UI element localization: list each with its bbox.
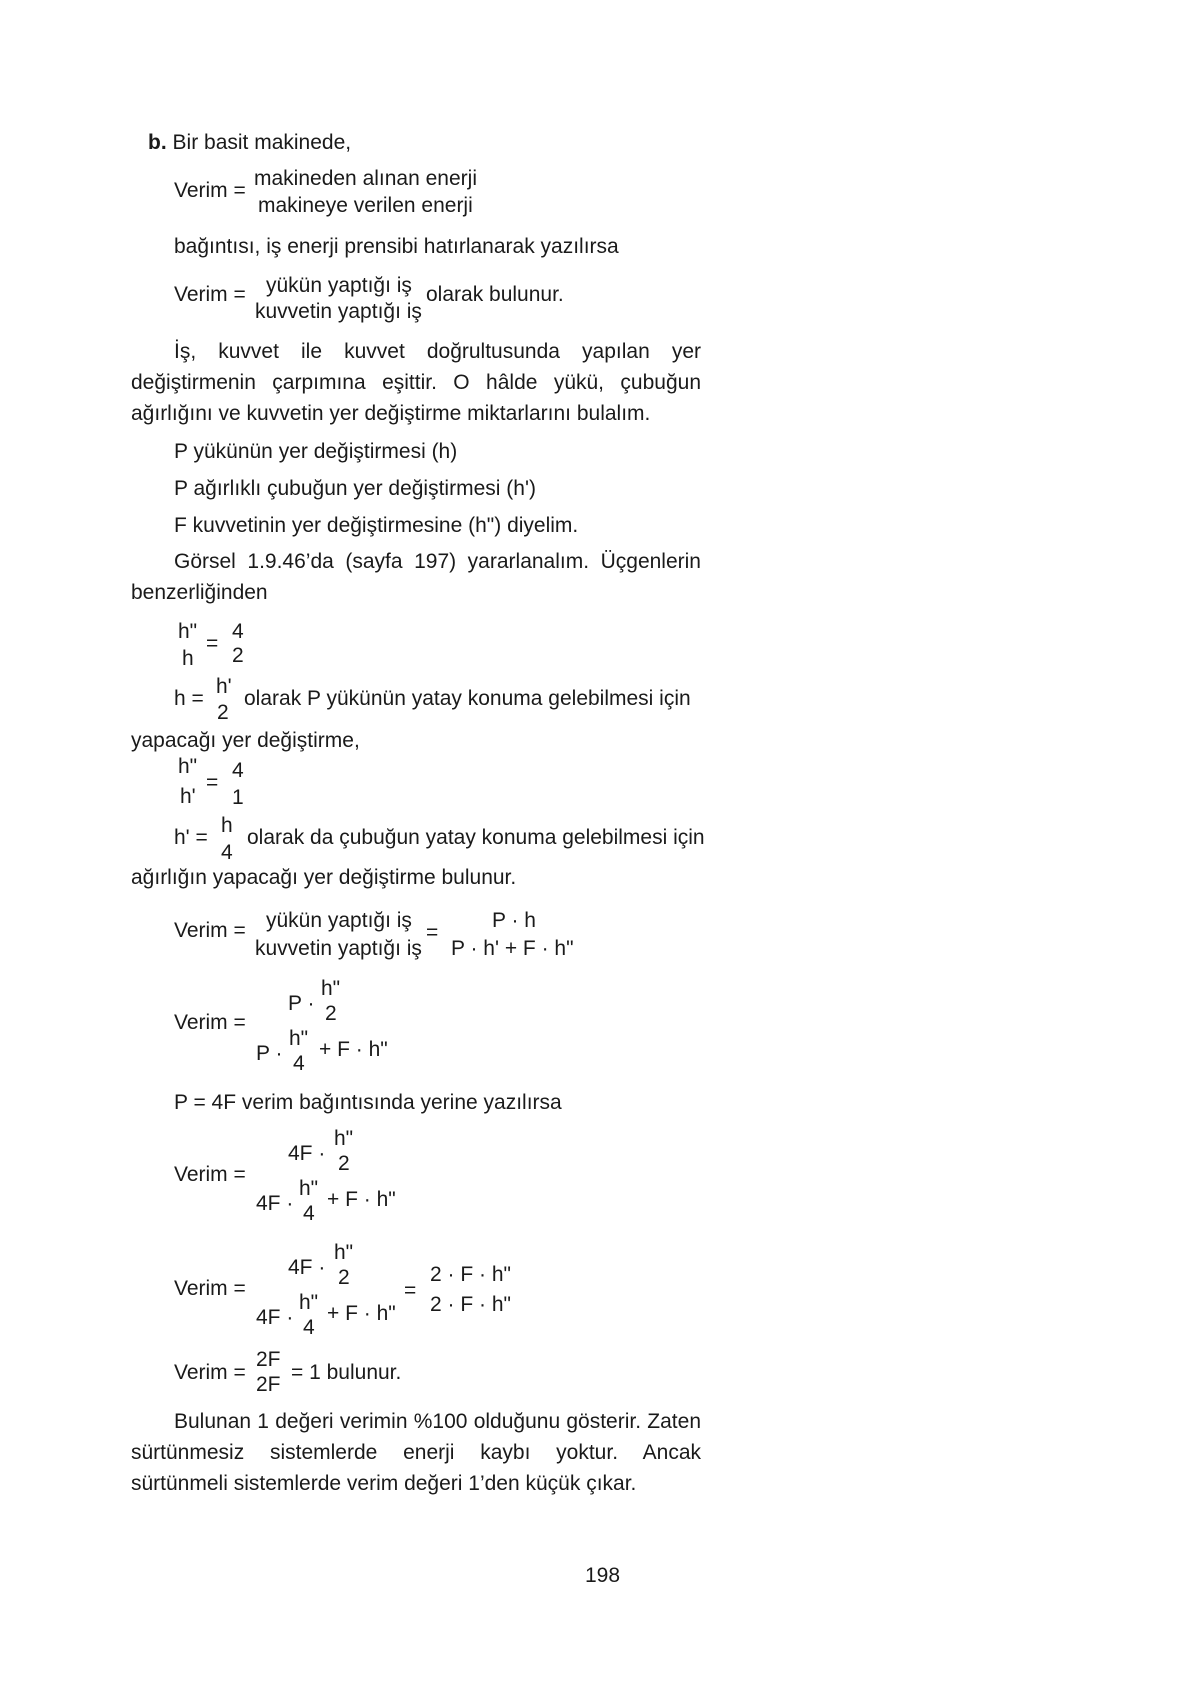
eq-term: h" <box>299 1177 319 1200</box>
eq-term: + F · h" <box>327 1302 396 1325</box>
ratio-num: 4 <box>232 620 244 643</box>
ratio-num: h" <box>178 755 198 778</box>
equals: = <box>426 921 439 944</box>
eq-term: 4F · <box>256 1192 294 1215</box>
eq-denominator: P · h' + F · h" <box>451 937 574 960</box>
eq-term: 4 <box>303 1202 315 1225</box>
eq-denominator: kuvvetin yaptığı iş <box>255 300 422 323</box>
ratio-num: 4 <box>232 759 244 782</box>
intro-text: Bir basit makinede, <box>172 131 352 154</box>
eq-numerator: 2 · F · h" <box>430 1263 511 1286</box>
eq-numerator: makineden alınan enerji <box>254 167 477 190</box>
text-line: bağıntısı, iş enerji prensibi hatırlanarak yazılırsa <box>174 235 619 258</box>
equals: = <box>206 632 219 655</box>
ratio-num: h" <box>178 620 198 643</box>
eq-term: P · <box>256 1042 283 1065</box>
item-label: b. <box>148 131 167 154</box>
text-line: yapacağı yer değiştirme, <box>131 729 360 752</box>
eq-lhs: Verim = <box>174 283 246 306</box>
eq-term: + F · h" <box>327 1188 396 1211</box>
eq-tail: olarak P yükünün yatay konuma gelebilmesi için <box>244 687 691 710</box>
eq-term: 2 <box>338 1266 350 1289</box>
eq-numerator: h' <box>216 675 232 698</box>
eq-lhs: h' = <box>174 826 208 849</box>
list-item: P yükünün yer değiştirmesi (h) <box>174 440 458 463</box>
list-item: F kuvvetinin yer değiştirmesine (h") diyelim. <box>174 514 579 537</box>
eq-lhs: Verim = <box>174 1277 246 1300</box>
eq-lhs: Verim = <box>174 1361 246 1384</box>
ratio-den: h <box>182 647 194 670</box>
eq-term: 4 <box>303 1316 315 1339</box>
eq-lhs: Verim = <box>174 179 246 202</box>
ratio-den: 1 <box>232 786 244 809</box>
list-item: P ağırlıklı çubuğun yer değiştirmesi (h') <box>174 477 536 500</box>
equals: = <box>404 1279 417 1302</box>
eq-term: h" <box>334 1241 354 1264</box>
eq-term: P · <box>288 992 315 1015</box>
eq-numerator: P · h <box>492 909 536 932</box>
eq-denominator: 2 · F · h" <box>430 1293 511 1316</box>
eq-term: 4 <box>293 1052 305 1075</box>
text-line: ağırlığın yapacağı yer değiştirme bulunur. <box>131 866 517 889</box>
eq-lhs: Verim = <box>174 919 246 942</box>
eq-lhs: Verim = <box>174 1011 246 1034</box>
eq-lhs: Verim = <box>174 1163 246 1186</box>
eq-lhs: h = <box>174 687 204 710</box>
equals: = <box>206 771 219 794</box>
ratio-den: h' <box>180 785 196 808</box>
eq-term: h" <box>321 977 341 1000</box>
eq-term: h" <box>289 1027 309 1050</box>
eq-term: h" <box>334 1127 354 1150</box>
eq-numerator: 2F <box>256 1348 281 1371</box>
paragraph: Bulunan 1 değeri verimin %100 olduğunu gösterir. Zaten sürtünmesiz sistemlerde enerji kaybı yoktur. Ancak sürtünmeli sistemlerde verim değeri 1’den küçük çıkar. <box>131 1410 701 1495</box>
eq-denominator: kuvvetin yaptığı iş <box>255 937 422 960</box>
eq-term: 4F · <box>256 1306 294 1329</box>
ratio-den: 2 <box>232 644 244 667</box>
eq-denominator: 2F <box>256 1373 281 1396</box>
paragraph: İş, kuvvet ile kuvvet doğrultusunda yapılan yer değiştirmenin çarpımına eşittir. O hâlde yükü, çubuğun ağırlığını ve kuvvetin yer değiştirme miktarlarını bulalım. <box>131 340 701 425</box>
eq-term: 2 <box>325 1002 337 1025</box>
paragraph: Görsel 1.9.46’da (sayfa 197) yararlanalım. Üçgenlerin benzerliğinden <box>131 550 701 604</box>
eq-tail: = 1 bulunur. <box>291 1361 402 1384</box>
eq-tail: olarak da çubuğun yatay konuma gelebilmesi için <box>247 826 705 849</box>
eq-numerator: yükün yaptığı iş <box>266 274 412 297</box>
eq-numerator: yükün yaptığı iş <box>266 909 412 932</box>
page-number: 198 <box>585 1564 621 1587</box>
eq-term: 4F · <box>288 1256 326 1279</box>
section-heading <box>148 132 351 153</box>
eq-numerator: h <box>221 814 233 837</box>
eq-denominator: 2 <box>217 701 229 724</box>
eq-denominator: makineye verilen enerji <box>258 194 473 217</box>
eq-term: 2 <box>338 1152 350 1175</box>
text-line: P = 4F verim bağıntısında yerine yazılırsa <box>174 1091 562 1114</box>
eq-term: h" <box>299 1291 319 1314</box>
eq-tail: olarak bulunur. <box>426 283 564 306</box>
eq-denominator: 4 <box>221 841 233 864</box>
eq-term: 4F · <box>288 1142 326 1165</box>
eq-term: + F · h" <box>319 1038 388 1061</box>
